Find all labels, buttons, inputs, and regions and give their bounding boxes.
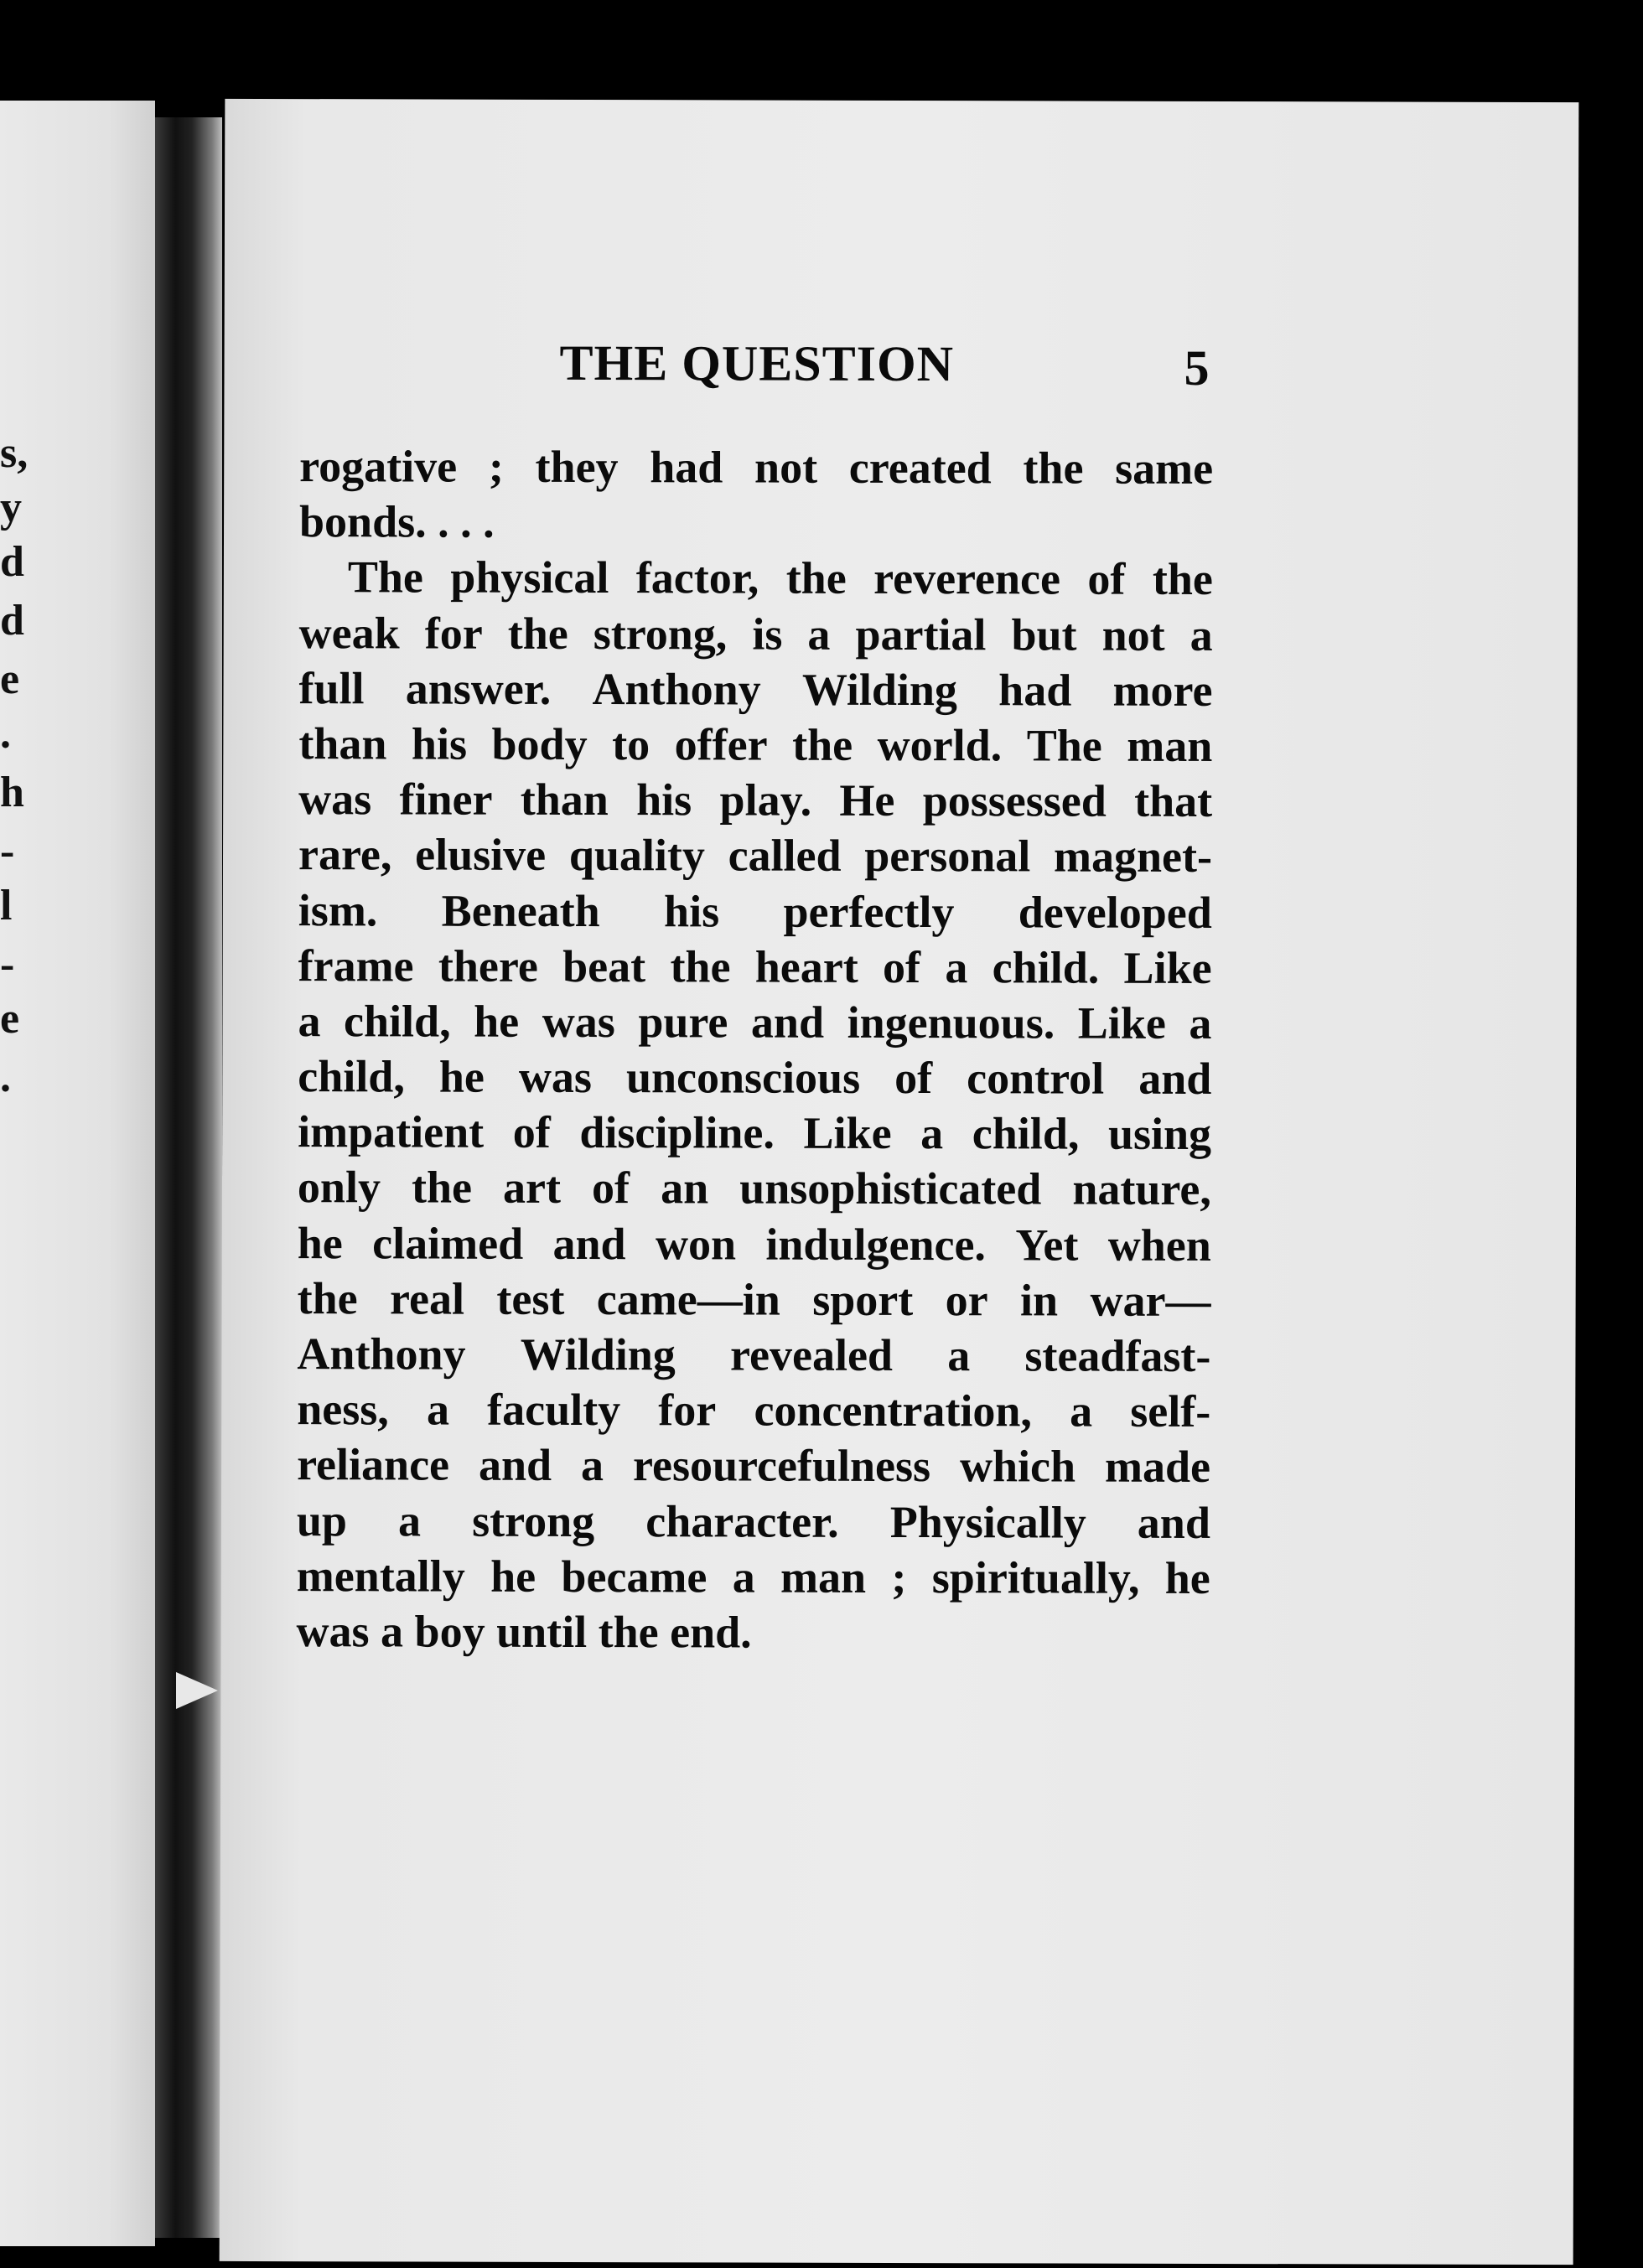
book-gutter <box>155 117 222 2238</box>
text-line: weak for the strong, is a partial but not a <box>298 607 1213 660</box>
facing-page-fragment <box>0 101 155 2246</box>
text-line: was a boy until the end. <box>296 1606 752 1658</box>
text-line: child, he was unconscious of control and <box>298 1051 1212 1105</box>
text-line: full answer. Anthony Wilding had more <box>298 662 1213 716</box>
text-line: rogative ; they had not created the same <box>299 441 1214 494</box>
text-line: impatient of discipline. Like a child, using <box>298 1106 1212 1160</box>
text-line: was finer than his play. He possessed that <box>298 774 1213 827</box>
facing-page-text: - <box>0 827 15 875</box>
facing-page-text: e <box>0 995 20 1043</box>
facing-page-text: d <box>0 538 24 586</box>
text-line: frame there beat the heart of a child. Like <box>298 940 1212 993</box>
text-line: he claimed and won indulgence. Yet when <box>297 1217 1211 1271</box>
facing-page-text: . <box>0 1054 11 1101</box>
page-tear <box>176 1672 218 1709</box>
book-page <box>220 99 1579 2265</box>
facing-page-text: h <box>0 769 24 816</box>
page-number: 5 <box>1184 339 1210 396</box>
body-text <box>297 438 1214 1661</box>
text-line: The physical factor, the reverence of the <box>347 551 1213 605</box>
facing-page-text: y <box>0 484 22 531</box>
facing-page-text: . <box>0 710 11 758</box>
facing-page-text: s, <box>0 429 29 477</box>
text-line: rare, elusive quality called personal magnet- <box>298 829 1213 883</box>
text-line: mentally he became a man ; spiritually, he <box>296 1550 1210 1603</box>
text-line: a child, he was pure and ingenuous. Like a <box>298 995 1212 1049</box>
facing-page-text: - <box>0 940 15 988</box>
facing-page-text: d <box>0 597 24 645</box>
facing-page-text: l <box>0 882 13 929</box>
text-line: bonds. . . . <box>298 496 495 547</box>
running-head <box>224 334 1578 404</box>
text-line: than his body to offer the world. The man <box>298 718 1213 771</box>
running-title: THE QUESTION <box>559 334 955 392</box>
text-line: Anthony Wilding revealed a steadfast- <box>297 1328 1211 1381</box>
text-line: reliance and a resourcefulness which made <box>297 1439 1211 1493</box>
text-line: ism. Beneath his perfectly developed <box>298 884 1212 938</box>
text-line: only the art of an unsophisticated nature, <box>297 1162 1211 1215</box>
facing-page-text: e <box>0 655 20 703</box>
text-line: up a strong character. Physically and <box>296 1494 1211 1548</box>
text-line: the real test came—in sport or in war— <box>297 1272 1211 1326</box>
text-line: ness, a faculty for concentration, a self- <box>297 1384 1211 1437</box>
